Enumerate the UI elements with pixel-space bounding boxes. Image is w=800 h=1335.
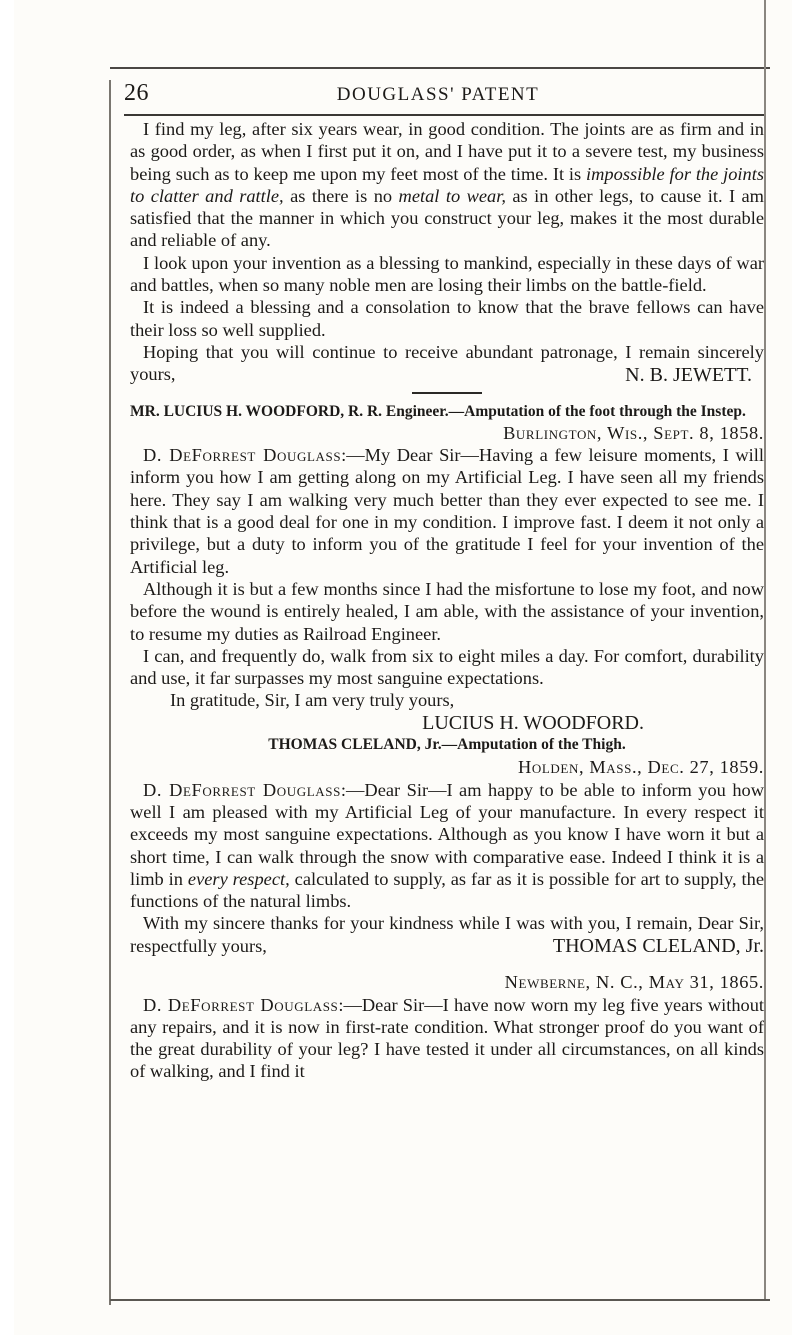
letter3-dateline: Holden, Mass., Dec. 27, 1859. — [518, 757, 764, 778]
letter1-paragraph-2: I look upon your invention as a blessing to mankind, especially in these days of war and battles, when so many noble men are losing their limbs on the battle-field. — [130, 252, 764, 296]
letter2-closing: In gratitude, Sir, I am very truly yours, — [170, 690, 455, 711]
page-header — [124, 80, 752, 114]
letter3-paragraph-1: D. DeForrest Douglass:—Dear Sir—I am happy to be able to inform you how well I am pleased with my Artificial Leg of your manufacture. In every respect it exceeds my most sanguine expectations. Although as you know I have worn it but a short time, I can walk through the snow with comparative ease. Indeed I think it is a limb in every respect, calculated to supply, as far as it is possible for art to supply, the functions of the natural limbs. — [130, 779, 765, 912]
letter1-paragraph-3: It is indeed a blessing and a consolation to know that the brave fellows can have their loss so well supplied. — [130, 297, 764, 340]
letter1-paragraph-4: Hoping that you will continue to receive abundant patronage, I remain sincerely yours, — [130, 341, 764, 385]
letter3-heading: THOMAS CLELAND, Jr.—Amputation of the Thigh. — [268, 736, 626, 754]
page-edge-bottom — [110, 1299, 770, 1301]
letter4-dateline: Newberne, N. C., May 31, 1865. — [504, 972, 764, 993]
letter2-paragraph-1: D. DeForrest Douglass:—My Dear Sir—Having a few leisure moments, I will inform you how I am getting along on my Artificial Leg. I have seen all my friends here. They say I am walking very much better than they ever expected to see me. I think that is a good deal for one in my condition. I improve fast. I deem it not only a privilege, but a duty to inform you of the gratitude I feel for your invention of the Artificial leg. — [130, 445, 764, 577]
running-head: DOUGLASS' PATENT — [336, 84, 540, 105]
letter2-paragraph-3: I can, and frequently do, walk from six to eight miles a day. For comfort, durability and use, it far surpasses my most sanguine expectations. — [130, 645, 764, 689]
page-edge-right — [764, 0, 766, 1300]
header-rule — [124, 114, 764, 116]
letter4-paragraph-1: D. DeForrest Douglass:—Dear Sir—I have now worn my leg five years without any repairs, and it is now in first-rate condition. What stronger proof do you want of the great durability of your leg? I have tested it under all circumstances, on all kinds of walking, and I find it — [130, 994, 765, 1082]
page-body — [130, 118, 764, 1083]
letter3-paragraph-2: With my sincere thanks for your kindness while I was with you, I remain, Dear Sir, respectfully yours, — [130, 913, 764, 956]
letter2-signature: LUCIUS H. WOODFORD. — [422, 711, 644, 734]
page-edge-left — [109, 80, 111, 1305]
letter2-heading: MR. LUCIUS H. WOODFORD, R. R. Engineer.—Amputation of the foot through the Instep. — [130, 402, 746, 420]
page-number: 26 — [124, 80, 149, 106]
letter2-paragraph-2: Although it is but a few months since I had the misfortune to lose my foot, and now before the wound is entirely healed, I am able, with the assistance of your invention, to resume my duties as Railroad Engineer. — [130, 578, 764, 644]
letter3-signature: THOMAS CLELAND, Jr. — [552, 934, 764, 957]
letter1-paragraph-1: I find my leg, after six years wear, in good condition. The joints are as firm and in as good order, as when I first put it on, and I have put it to a severe test, my business being such as to keep me upon my feet most of the time. It is impossible for the joints to clatter and rattle, as there is no metal to wear, as in other legs, to cause it. I am satisfied that the manner in which you construct your leg, makes it the most durable and reliable of any. — [130, 119, 764, 251]
page-edge-top — [110, 67, 770, 69]
letter1-signature: N. B. JEWETT. — [625, 363, 752, 386]
section-divider — [412, 392, 482, 394]
letter2-dateline: Burlington, Wis., Sept. 8, 1858. — [503, 422, 764, 443]
